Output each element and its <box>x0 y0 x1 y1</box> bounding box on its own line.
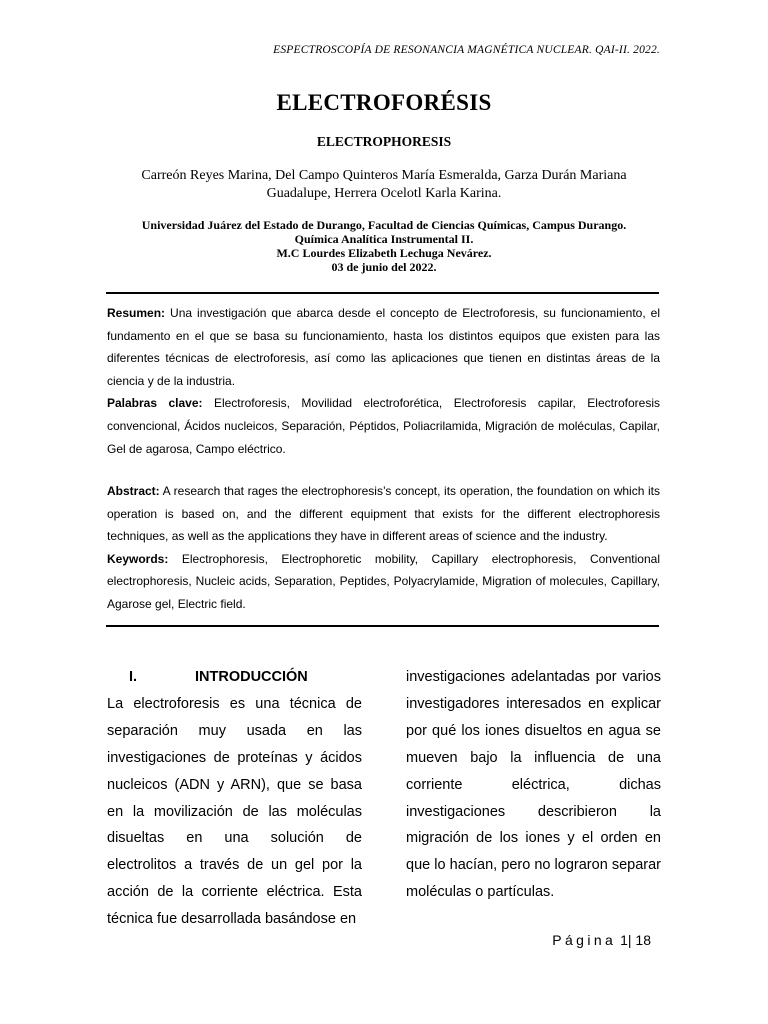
keywords-label: Keywords: <box>107 551 169 566</box>
affiliation-university: Universidad Juárez del Estado de Durango, Facultad de Ciencias Químicas, Campus Durango. <box>141 218 627 232</box>
keywords-paragraph <box>107 548 660 616</box>
page-title: ELECTROFORÉSIS <box>276 90 492 115</box>
resumen-paragraph <box>107 302 660 392</box>
body-column-left <box>107 664 362 933</box>
running-header: ESPECTROSCOPÍA DE RESONANCIA MAGNÉTICA NUCLEAR. QAI-II. 2022. <box>273 44 660 56</box>
resumen-section <box>107 302 660 460</box>
section-heading <box>107 664 362 691</box>
abstract-label: Abstract: <box>107 484 160 498</box>
bottom-divider <box>106 625 659 627</box>
page-number: 1 <box>620 932 628 948</box>
top-divider <box>106 292 659 294</box>
palabras-clave-text: Electroforesis, Movilidad electroforética, Electroforesis capilar, Electroforesis convencional, Ácidos nucleicos, Separación, Péptidos, Poliacrilamida, Migración de moléculas, Capilar, Gel de agarosa, Campo eléctrico. <box>107 396 660 456</box>
section-number: I. <box>129 669 138 685</box>
palabras-clave-label: Palabras clave: <box>107 396 203 411</box>
section-title: INTRODUCCIÓN <box>195 669 308 685</box>
affiliation-date: 03 de junio del 2022. <box>331 260 437 274</box>
palabras-clave-paragraph <box>107 392 660 460</box>
abstract-section <box>107 480 660 616</box>
resumen-text: Una investigación que abarca desde el concepto de Electroforesis, su funcionamiento, el fundamento en el que se basa su funcionamiento, hasta los distintos equipos que existen para las diferentes técnicas de electroforesis, así como las aplicaciones que tienen en distintas áreas de la ciencia y de la industria. <box>107 306 660 388</box>
author-list: Carreón Reyes Marina, Del Campo Quinteros María Esmeralda, Garza Durán Mariana Guadalupe, Herrera Ocelotl Karla Karina. <box>141 168 627 201</box>
page-separator: | <box>627 932 632 948</box>
page-word: Página <box>552 932 617 948</box>
affiliation-block <box>108 218 660 274</box>
body-column-right <box>406 664 661 906</box>
intro-paragraph-left: La electroforesis es una técnica de separación muy usada en las investigaciones de proteínas y ácidos nucleicos (ADN y ARN), que se basa en la movilización de las moléculas disueltas en una solución de electrolitos a través de un gel por la acción de la corriente eléctrica. Esta técnica fue desarrollada basándose en <box>107 695 362 928</box>
page-total: 18 <box>635 932 651 948</box>
abstract-text: A research that rages the electrophoresis’s concept, its operation, the foundation on which its operation is based on, and the different equipment that exists for the different electrophoresis techniques, as well as the applications they have in different areas of science and the industry. <box>107 484 661 544</box>
page-footer <box>552 932 651 948</box>
affiliation-instructor: M.C Lourdes Elizabeth Lechuga Nevárez. <box>276 246 492 260</box>
resumen-label: Resumen: <box>107 306 166 320</box>
keywords-text: Electrophoresis, Electrophoretic mobility, Capillary electrophoresis, Conventional electrophoresis, Nucleic acids, Separation, Peptides, Polyacrylamide, Migration of molecules, Capillary, Agarose gel, Electric field. <box>107 551 660 611</box>
intro-paragraph-right: investigaciones adelantadas por varios investigadores interesados en explicar por qué los iones disueltos en agua se mueven bajo la influencia de una corriente eléctrica, dichas investigaciones describieron la migración de los iones y el orden en que lo hacían, pero no lograron separar moléculas o partículas. <box>406 669 661 901</box>
affiliation-course: Química Analítica Instrumental II. <box>294 232 474 246</box>
page-subtitle: ELECTROPHORESIS <box>316 134 452 149</box>
abstract-paragraph <box>107 480 660 548</box>
